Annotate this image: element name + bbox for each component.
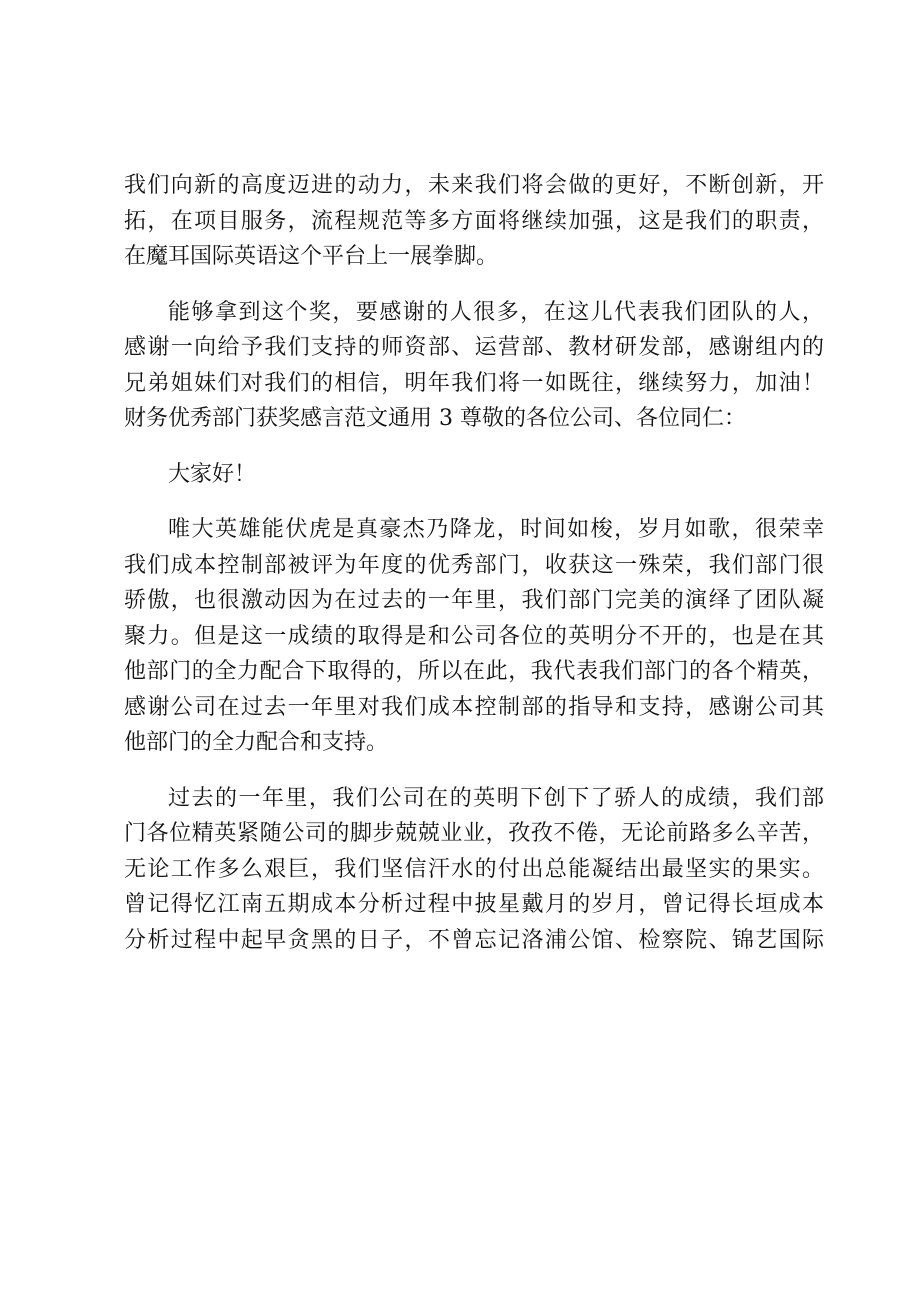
paragraph-gap	[124, 761, 824, 781]
text-line: 他部门的全力配合和支持。	[124, 730, 389, 755]
paragraph	[124, 295, 824, 437]
paragraph-gap	[124, 492, 824, 512]
text-line: 曾记得忆江南五期成本分析过程中披星戴月的岁月，曾记得长垣成本	[124, 892, 824, 917]
text-line: 他部门的全力配合下取得的，所以在此，我代表我们部门的各个精英，	[124, 659, 824, 684]
text-line: 能够拿到这个奖，要感谢的人很多，在这儿代表我们团队的人，	[168, 299, 824, 325]
text-line: 唯大英雄能伏虎是真豪杰乃降龙，时间如梭，岁月如歌，很荣幸	[168, 517, 824, 542]
document-body	[124, 168, 824, 958]
paragraph-gap	[124, 275, 824, 295]
text-line: 分析过程中起早贪黑的日子，不曾忘记洛浦公馆、检察院、锦艺国际	[124, 927, 824, 953]
text-line: 骄傲，也很激动因为在过去的一年里，我们部门完美的演绎了团队凝	[124, 588, 824, 613]
text-line: 大家好！	[168, 461, 257, 487]
paragraph	[124, 457, 824, 493]
text-line: 兄弟姐妹们对我们的相信，明年我们将一如既往，继续努力，加油！	[124, 370, 824, 396]
paragraph	[124, 512, 824, 761]
text-line: 过去的一年里，我们公司在的英明下创下了骄人的成绩，我们部	[168, 785, 824, 811]
text-line: 我们向新的高度迈进的动力，未来我们将会做的更好，不断创新，开	[124, 173, 824, 198]
text-line: 拓，在项目服务，流程规范等多方面将继续加强，这是我们的职责，	[124, 208, 824, 234]
text-line: 财务优秀部门获奖感言范文通用 3 尊敬的各位公司、各位同仁：	[124, 406, 746, 431]
text-line: 在魔耳国际英语这个平台上一展拳脚。	[124, 244, 499, 269]
text-line: 感谢一向给予我们支持的师资部、运营部、教材研发部，感谢组内的	[124, 335, 824, 360]
text-line: 我们成本控制部被评为年度的优秀部门，收获这一殊荣，我们部门很	[124, 552, 824, 578]
text-line: 门各位精英紧随公司的脚步兢兢业业，孜孜不倦，无论前路多么辛苦，	[124, 821, 824, 846]
paragraph	[124, 168, 824, 275]
text-line: 聚力。但是这一成绩的取得是和公司各位的英明分不开的，也是在其	[124, 623, 824, 649]
text-line: 无论工作多么艰巨，我们坚信汗水的付出总能凝结出最坚实的果实。	[124, 856, 824, 882]
text-line: 感谢公司在过去一年里对我们成本控制部的指导和支持，感谢公司其	[124, 694, 824, 720]
paragraph	[124, 781, 824, 959]
paragraph-gap	[124, 437, 824, 457]
